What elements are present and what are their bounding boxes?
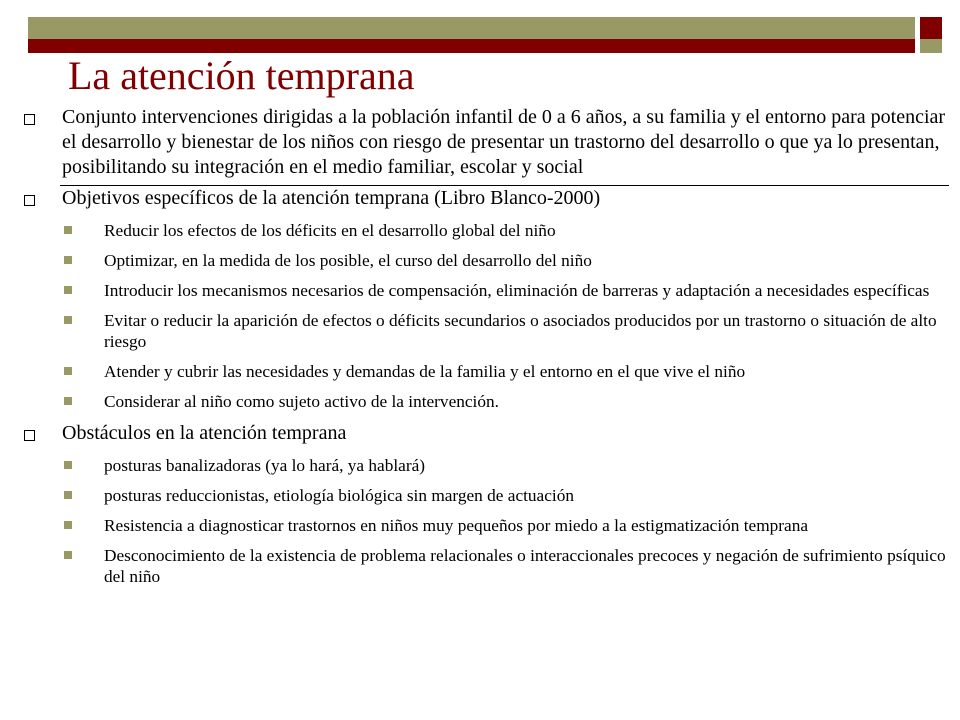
list-item-text: Optimizar, en la medida de los posible, el curso del desarrollo del niño (104, 251, 592, 270)
filled-square-bullet-icon (64, 461, 72, 469)
section-objectives (20, 186, 950, 211)
section-text: Objetivos específicos de la atención temprana (Libro Blanco-2000) (62, 187, 601, 209)
header-square-red (920, 17, 942, 39)
square-bullet-icon (24, 195, 35, 206)
header-bar-olive (28, 17, 915, 39)
square-bullet-icon (24, 114, 35, 125)
slide-title: La atención temprana (68, 53, 415, 98)
list-item-text: Desconocimiento de la existencia de problema relacionales o interaccionales precoces y negación de sufrimiento psíquico del niño (104, 546, 946, 586)
list-item-text: Atender y cubrir las necesidades y demandas de la familia y el entorno en el que vive el niño (104, 362, 746, 381)
header-bar-red (28, 39, 915, 53)
list-item-text: Introducir los mecanismos necesarios de compensación, eliminación de barreras y adaptación a necesidades específicas (104, 281, 930, 300)
slide-content (20, 105, 950, 587)
header-square-olive (920, 39, 942, 53)
section-text: Conjunto intervenciones dirigidas a la población infantil de 0 a 6 años, a su familia y el entorno para potenciar el desarrollo y bienestar de los niños con riesgo de presentar un trastorno del desarrollo o que ya lo presentan, posibilitando su integración en el medio familiar, escolar y social (62, 106, 946, 178)
list-item (20, 545, 950, 587)
list-item-text: Reducir los efectos de los déficits en el desarrollo global del niño (104, 221, 556, 240)
square-bullet-icon (24, 430, 35, 441)
list-item (20, 310, 950, 352)
list-item-text: Resistencia a diagnosticar trastornos en niños muy pequeños por miedo a la estigmatización temprana (104, 516, 809, 535)
list-item (20, 455, 950, 476)
list-item-text: Considerar al niño como sujeto activo de la intervención. (104, 392, 499, 411)
filled-square-bullet-icon (64, 256, 72, 264)
filled-square-bullet-icon (64, 316, 72, 324)
section-text: Obstáculos en la atención temprana (62, 422, 347, 444)
filled-square-bullet-icon (64, 286, 72, 294)
list-item (20, 361, 950, 382)
filled-square-bullet-icon (64, 397, 72, 405)
list-item (20, 280, 950, 301)
filled-square-bullet-icon (64, 491, 72, 499)
list-item-text: posturas banalizadoras (ya lo hará, ya hablará) (104, 456, 425, 475)
list-item (20, 485, 950, 506)
filled-square-bullet-icon (64, 521, 72, 529)
list-item (20, 391, 950, 412)
filled-square-bullet-icon (64, 226, 72, 234)
section-obstacles (20, 421, 950, 446)
list-item-text: Evitar o reducir la aparición de efectos o déficits secundarios o asociados producidos por un trastorno o situación de alto riesgo (104, 311, 937, 351)
list-item (20, 250, 950, 271)
list-item (20, 515, 950, 536)
list-item-text: posturas reduccionistas, etiología biológica sin margen de actuación (104, 486, 574, 505)
section-definition (20, 105, 950, 180)
list-item (20, 220, 950, 241)
filled-square-bullet-icon (64, 367, 72, 375)
filled-square-bullet-icon (64, 551, 72, 559)
